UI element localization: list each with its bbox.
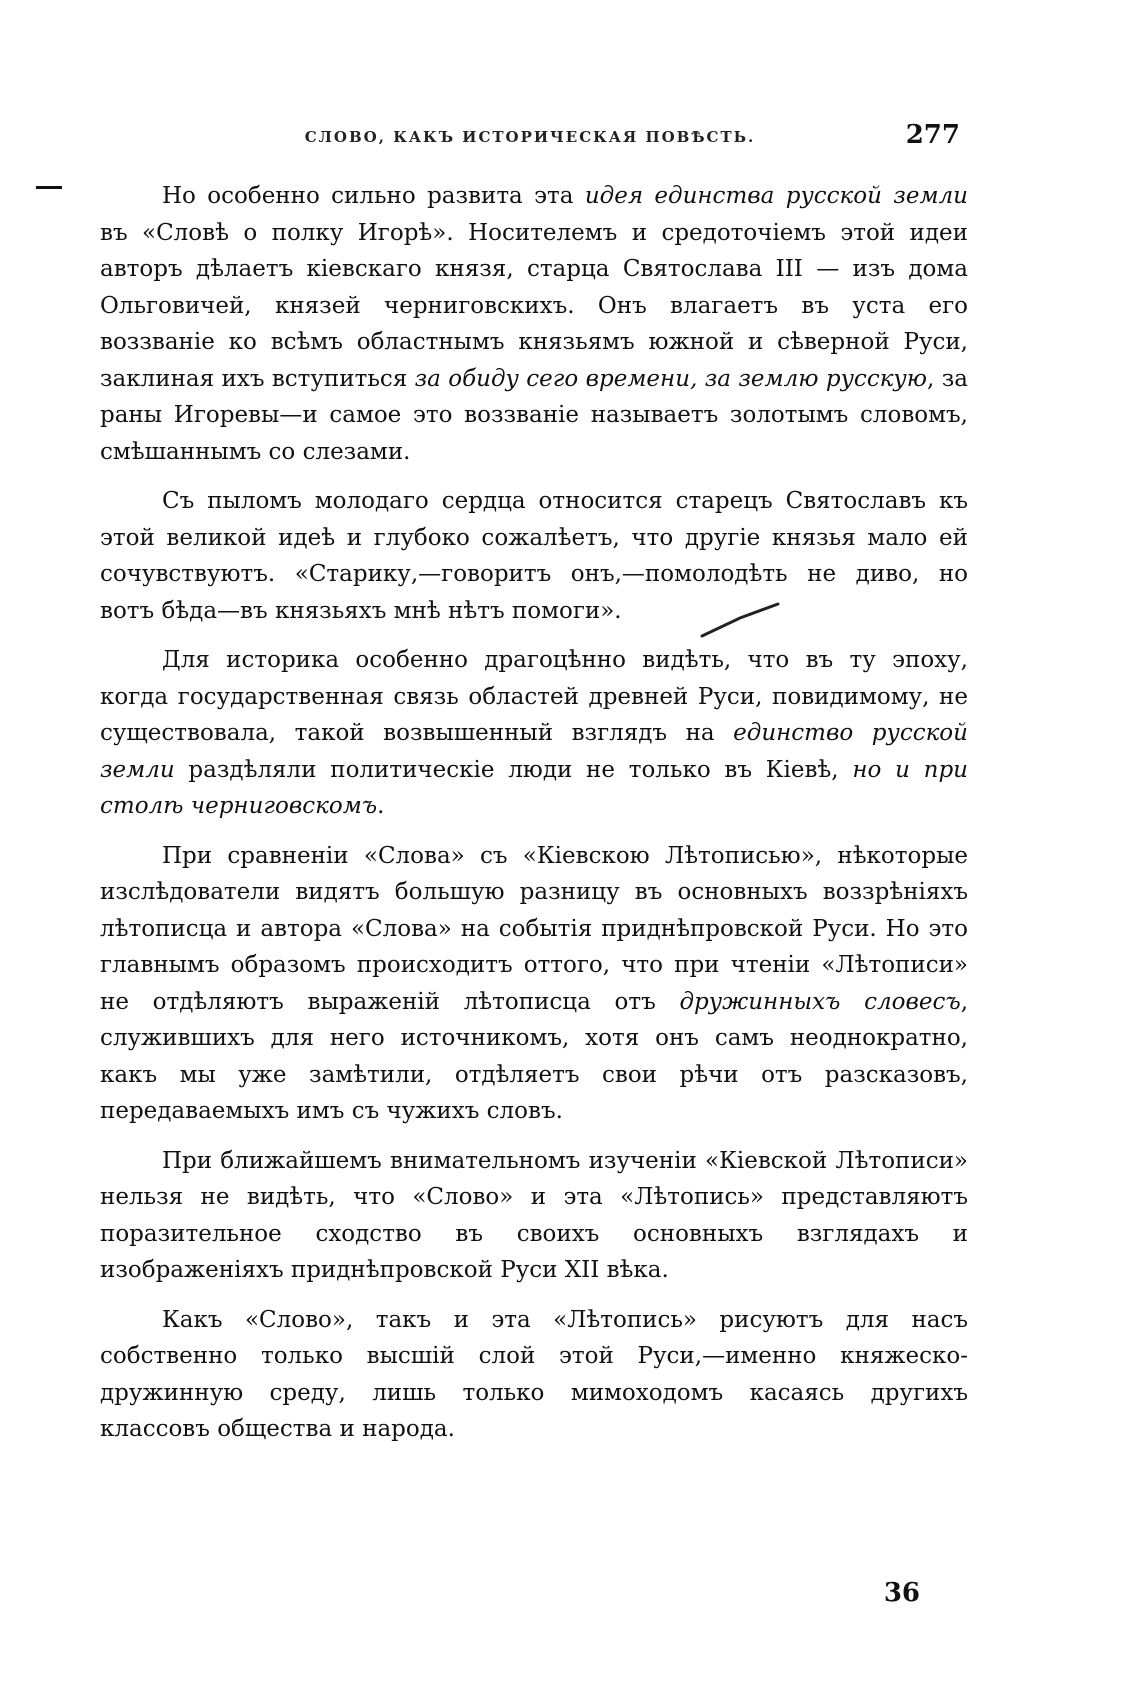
text-run: раздѣляли политическіе люди не только въ Кіевѣ, xyxy=(174,756,853,783)
text-run: Но особенно сильно развита эта xyxy=(162,183,585,209)
italic-phrase: единство русской земли xyxy=(100,720,968,783)
text-run: При ближайшемъ внимательномъ изученіи «Кіевской Лѣтописи» нельзя не видѣть, что «Слово» и эта «Лѣтопись» представляютъ поразительное сходство въ своихъ основныхъ взглядахъ и изображеніяхъ приднѣпровской Руси XII вѣка. xyxy=(100,1147,968,1283)
paragraph-6 xyxy=(100,1302,968,1448)
running-title: СЛОВО, КАКЪ ИСТОРИЧЕСКАЯ ПОВѢСТЬ. xyxy=(304,128,756,146)
text-run: , служившихъ для него источникомъ, хотя онъ самъ неоднократно, какъ мы уже замѣтили, отдѣляетъ свои рѣчи отъ разсказовъ, передаваемыхъ имъ съ чужихъ словъ. xyxy=(100,988,969,1124)
paragraph-5 xyxy=(100,1143,968,1289)
text-run: Съ пыломъ молодаго сердца относится старецъ Святославъ къ этой великой идеѣ и глубоко сожалѣетъ, что другіе князья мало ей сочувствуютъ. «Старику,—говоритъ онъ,—помолодѣть не диво, но вотъ бѣда—въ князьяхъ мнѣ нѣтъ помоги». xyxy=(100,488,968,624)
pencil-mark-icon xyxy=(700,600,780,640)
italic-phrase: за обиду сего времени, за землю русскую xyxy=(414,365,928,392)
text-run: . xyxy=(377,793,385,819)
italic-phrase: но и при столѣ черниговскомъ xyxy=(100,756,968,819)
italic-phrase: дружинныхъ словесъ xyxy=(679,988,961,1015)
text-run: При сравненіи «Слова» съ «Кіевскою Лѣтописью», нѣкоторые изслѣдователи видятъ большую разницу въ основныхъ воззрѣніяхъ лѣтописца и автора «Слова» на событія приднѣпровской Руси. Но это главнымъ образомъ происходитъ оттого, что при чтеніи «Лѣтописи» не отдѣляютъ выраженій лѣтописца отъ xyxy=(100,842,968,1015)
text-run: Какъ «Слово», такъ и эта «Лѣтопись» рисуютъ для насъ собственно только высшій слой этой Руси,—именно княжеско-дружинную среду, лишь только мимоходомъ касаясь другихъ классовъ общества и народа. xyxy=(100,1306,968,1442)
signature-number: 36 xyxy=(883,1578,920,1608)
page-number: 277 xyxy=(905,120,960,150)
paragraph-1 xyxy=(100,178,968,470)
paragraph-4 xyxy=(100,838,968,1130)
text-run: Для историка особенно драгоцѣнно видѣть, что въ ту эпоху, когда государственная связь областей древней Руси, повидимому, не существовала, такой возвышенный взглядъ на xyxy=(100,647,968,746)
paragraph-2 xyxy=(100,483,968,629)
italic-phrase: идея единства русской земли xyxy=(584,183,968,209)
paragraph-3 xyxy=(100,642,968,825)
body-text xyxy=(100,178,968,1448)
text-run: въ «Словѣ о полку Игорѣ». Носителемъ и средоточіемъ этой идеи авторъ дѣлаетъ кіевскаго князя, старца Святослава III — изъ дома Ольговичей, князей черниговскихъ. Онъ влагаетъ въ уста его воззваніе ко всѣмъ областнымъ князьямъ южной и сѣверной Руси, заклиная ихъ вступиться xyxy=(100,219,968,392)
margin-dash-mark xyxy=(36,186,62,189)
text-run: , за раны Игоревы—и самое это воззваніе называетъ золотымъ словомъ, смѣшаннымъ со слезами. xyxy=(100,365,968,465)
